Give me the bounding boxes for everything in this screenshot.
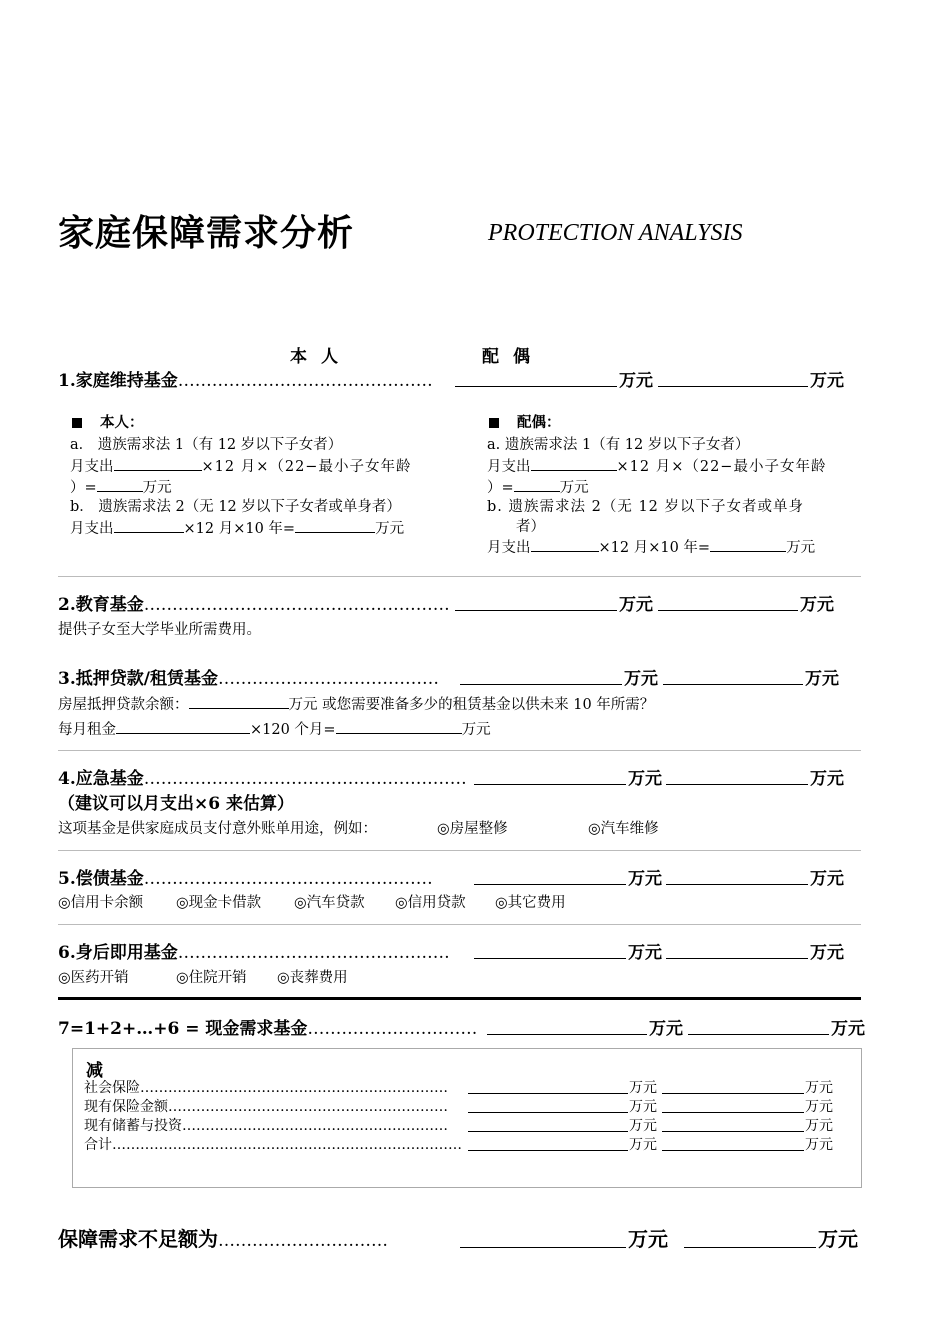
- unit-label: 万元: [624, 669, 658, 689]
- deduction-row-social-insurance: 社会保险…………………………………………………………: [84, 1080, 448, 1096]
- dot-leader: ………………………………………: [177, 371, 433, 391]
- deduction-heading: 减: [86, 1061, 103, 1081]
- self-method-a: a． 遗族需求法 1（有 12 岁以下子女者）: [70, 437, 343, 453]
- spouse-method-a-line1: 月支出 ×12 月×（22−最小子女年龄: [487, 454, 826, 476]
- unit-label: 万元: [619, 371, 653, 391]
- spouse-method-b-expense-field[interactable]: [531, 535, 599, 552]
- self-method-a-result-field[interactable]: [97, 475, 143, 492]
- spouse-social-insurance-field[interactable]: [662, 1093, 804, 1094]
- section-7-label: 7=1+2+…+6 = 现金需求基金…………………………: [58, 1019, 478, 1039]
- dot-leader: …………………………: [218, 1231, 388, 1251]
- self-amount-6[interactable]: [474, 958, 626, 959]
- dot-leader: …………………………………………: [177, 943, 450, 963]
- self-amount-4[interactable]: [474, 784, 626, 785]
- dot-leader: …………………………………………………: [182, 1118, 448, 1134]
- unit-label: 万元: [619, 595, 653, 615]
- spouse-method-a-line2: ）= 万元: [487, 475, 589, 497]
- page-title: 家庭保障需求分析: [58, 212, 355, 254]
- section-2-label: 2.教育基金………………………………………………: [58, 595, 450, 615]
- self-method-a-line2: ）= 万元: [70, 475, 172, 497]
- spouse-method-b-result-field[interactable]: [710, 535, 786, 552]
- rent-result-field[interactable]: [336, 717, 462, 734]
- unit-label: 万元: [628, 1227, 668, 1251]
- self-method-b: b． 遗族需求法 2（无 12 岁以下子女者或单身者）: [70, 499, 401, 515]
- self-monthly-expense-field[interactable]: [114, 454, 202, 471]
- self-method-a-line1: 月支出 ×12 月×（22−最小子女年龄: [70, 454, 411, 476]
- section-1-label: 1.家庭维持基金………………………………………: [58, 371, 433, 391]
- section-4-label: 4.应急基金…………………………………………………: [58, 769, 467, 789]
- option-funeral: ◎丧葬费用: [277, 970, 348, 986]
- section-6-label: 6.身后即用基金…………………………………………: [58, 943, 450, 963]
- section-4-sub: （建议可以月支出×6 来估算）: [58, 794, 294, 814]
- unit-label: 万元: [628, 869, 662, 889]
- section-3-line2: 每月租金 ×120 个月= 万元: [58, 717, 491, 739]
- unit-label: 万元: [810, 869, 844, 889]
- dot-leader: …………………………………………………: [143, 769, 467, 789]
- spouse-method-b-line1: 月支出 ×12 月×10 年= 万元: [487, 535, 815, 557]
- unit-label: 万元: [805, 1099, 833, 1115]
- spouse-amount-4[interactable]: [666, 784, 808, 785]
- monthly-rent-field[interactable]: [116, 717, 250, 734]
- unit-label: 万元: [805, 669, 839, 689]
- option-medical: ◎医药开销: [58, 970, 129, 986]
- spouse-total-field[interactable]: [662, 1150, 804, 1151]
- column-header-self: 本人: [290, 347, 352, 367]
- spouse-amount-5[interactable]: [666, 884, 808, 885]
- divider: [58, 750, 861, 751]
- spouse-method-a-result-field[interactable]: [514, 475, 560, 492]
- dot-leader: ………………………………………………: [143, 595, 450, 615]
- option-other: ◎其它费用: [495, 895, 566, 911]
- spouse-method-b: b. 遗族需求法 2（无 12 岁以下子女者或单身: [487, 499, 805, 515]
- dot-leader: …………………………………………………………: [140, 1080, 448, 1096]
- unit-label: 万元: [800, 595, 834, 615]
- spouse-method-b-cont: 者）: [516, 519, 545, 535]
- self-amount-5[interactable]: [474, 884, 626, 885]
- unit-label: 万元: [818, 1227, 858, 1251]
- spouse-method-a: a. 遗族需求法 1（有 12 岁以下子女者）: [487, 437, 750, 453]
- mortgage-balance-field[interactable]: [189, 692, 289, 709]
- option-car-loan: ◎汽车贷款: [294, 895, 365, 911]
- square-bullet-icon: [72, 418, 82, 428]
- section-3-label: 3.抵押贷款/租赁基金…………………………………: [58, 669, 439, 689]
- self-amount-3[interactable]: [460, 684, 622, 685]
- unit-label: 万元: [628, 769, 662, 789]
- unit-label: 万元: [629, 1080, 657, 1096]
- spouse-amount-1[interactable]: [658, 386, 808, 387]
- deduction-row-total: 合计…………………………………………………………………: [84, 1137, 462, 1153]
- shortfall-label: 保障需求不足额为…………………………: [58, 1227, 388, 1251]
- unit-label: 万元: [629, 1099, 657, 1115]
- self-amount-2[interactable]: [455, 610, 617, 611]
- column-header-spouse: 配偶: [482, 347, 544, 367]
- spouse-amount-6[interactable]: [666, 958, 808, 959]
- dot-leader: ……………………………………………: [143, 869, 433, 889]
- self-method-b-result-field[interactable]: [295, 516, 375, 533]
- self-shortfall-field[interactable]: [460, 1247, 626, 1248]
- spouse-shortfall-field[interactable]: [684, 1247, 816, 1248]
- square-bullet-icon: [489, 418, 499, 428]
- option-house-repair: ◎房屋整修: [437, 821, 508, 837]
- self-amount-1[interactable]: [455, 386, 617, 387]
- deduction-row-savings: 现有储蓄与投资…………………………………………………: [84, 1118, 448, 1134]
- dot-leader: …………………………: [307, 1019, 478, 1039]
- self-subheading: 本人：: [72, 411, 144, 432]
- dot-leader: …………………………………………………………………: [112, 1137, 462, 1153]
- unit-label: 万元: [831, 1019, 865, 1039]
- unit-label: 万元: [628, 943, 662, 963]
- divider: [58, 576, 861, 577]
- page-subtitle: PROTECTION ANALYSIS: [488, 220, 743, 246]
- self-total-field[interactable]: [468, 1150, 628, 1151]
- unit-label: 万元: [805, 1080, 833, 1096]
- unit-label: 万元: [810, 943, 844, 963]
- unit-label: 万元: [629, 1137, 657, 1153]
- unit-label: 万元: [629, 1118, 657, 1134]
- spouse-subheading: 配偶：: [489, 411, 561, 432]
- self-method-b-expense-field[interactable]: [114, 516, 184, 533]
- dot-leader: …………………………………: [217, 669, 439, 689]
- unit-label: 万元: [810, 371, 844, 391]
- section-4-desc: 这项基金是供家庭成员支付意外账单用途，例如：: [58, 821, 377, 837]
- dot-leader: ……………………………………………………: [168, 1099, 448, 1115]
- self-existing-insurance-field[interactable]: [468, 1112, 628, 1113]
- deduction-row-existing-insurance: 现有保险金额……………………………………………………: [84, 1099, 448, 1115]
- option-car-repair: ◎汽车维修: [588, 821, 659, 837]
- unit-label: 万元: [810, 769, 844, 789]
- spouse-amount-7[interactable]: [688, 1034, 829, 1035]
- self-savings-field[interactable]: [468, 1131, 628, 1132]
- section-3-line1: 房屋抵押贷款余额： 万元 或您需要准备多少的租赁基金以供未来 10 年所需？: [58, 692, 654, 714]
- thick-divider: [58, 997, 861, 1000]
- divider: [58, 924, 861, 925]
- spouse-savings-field[interactable]: [662, 1131, 804, 1132]
- option-credit-card: ◎信用卡余额: [58, 895, 144, 911]
- self-social-insurance-field[interactable]: [468, 1093, 628, 1094]
- spouse-monthly-expense-field[interactable]: [531, 454, 617, 471]
- unit-label: 万元: [805, 1137, 833, 1153]
- option-credit-loan: ◎信用贷款: [395, 895, 466, 911]
- self-method-b-line1: 月支出 ×12 月×10 年= 万元: [70, 516, 404, 538]
- unit-label: 万元: [805, 1118, 833, 1134]
- divider: [58, 850, 861, 851]
- section-2-desc: 提供子女至大学毕业所需费用。: [58, 622, 261, 638]
- spouse-amount-2[interactable]: [658, 610, 798, 611]
- self-amount-7[interactable]: [487, 1034, 647, 1035]
- option-hospital: ◎住院开销: [176, 970, 247, 986]
- spouse-existing-insurance-field[interactable]: [662, 1112, 804, 1113]
- section-5-label: 5.偿债基金……………………………………………: [58, 869, 433, 889]
- option-cash-card: ◎现金卡借款: [176, 895, 262, 911]
- unit-label: 万元: [649, 1019, 683, 1039]
- spouse-amount-3[interactable]: [663, 684, 803, 685]
